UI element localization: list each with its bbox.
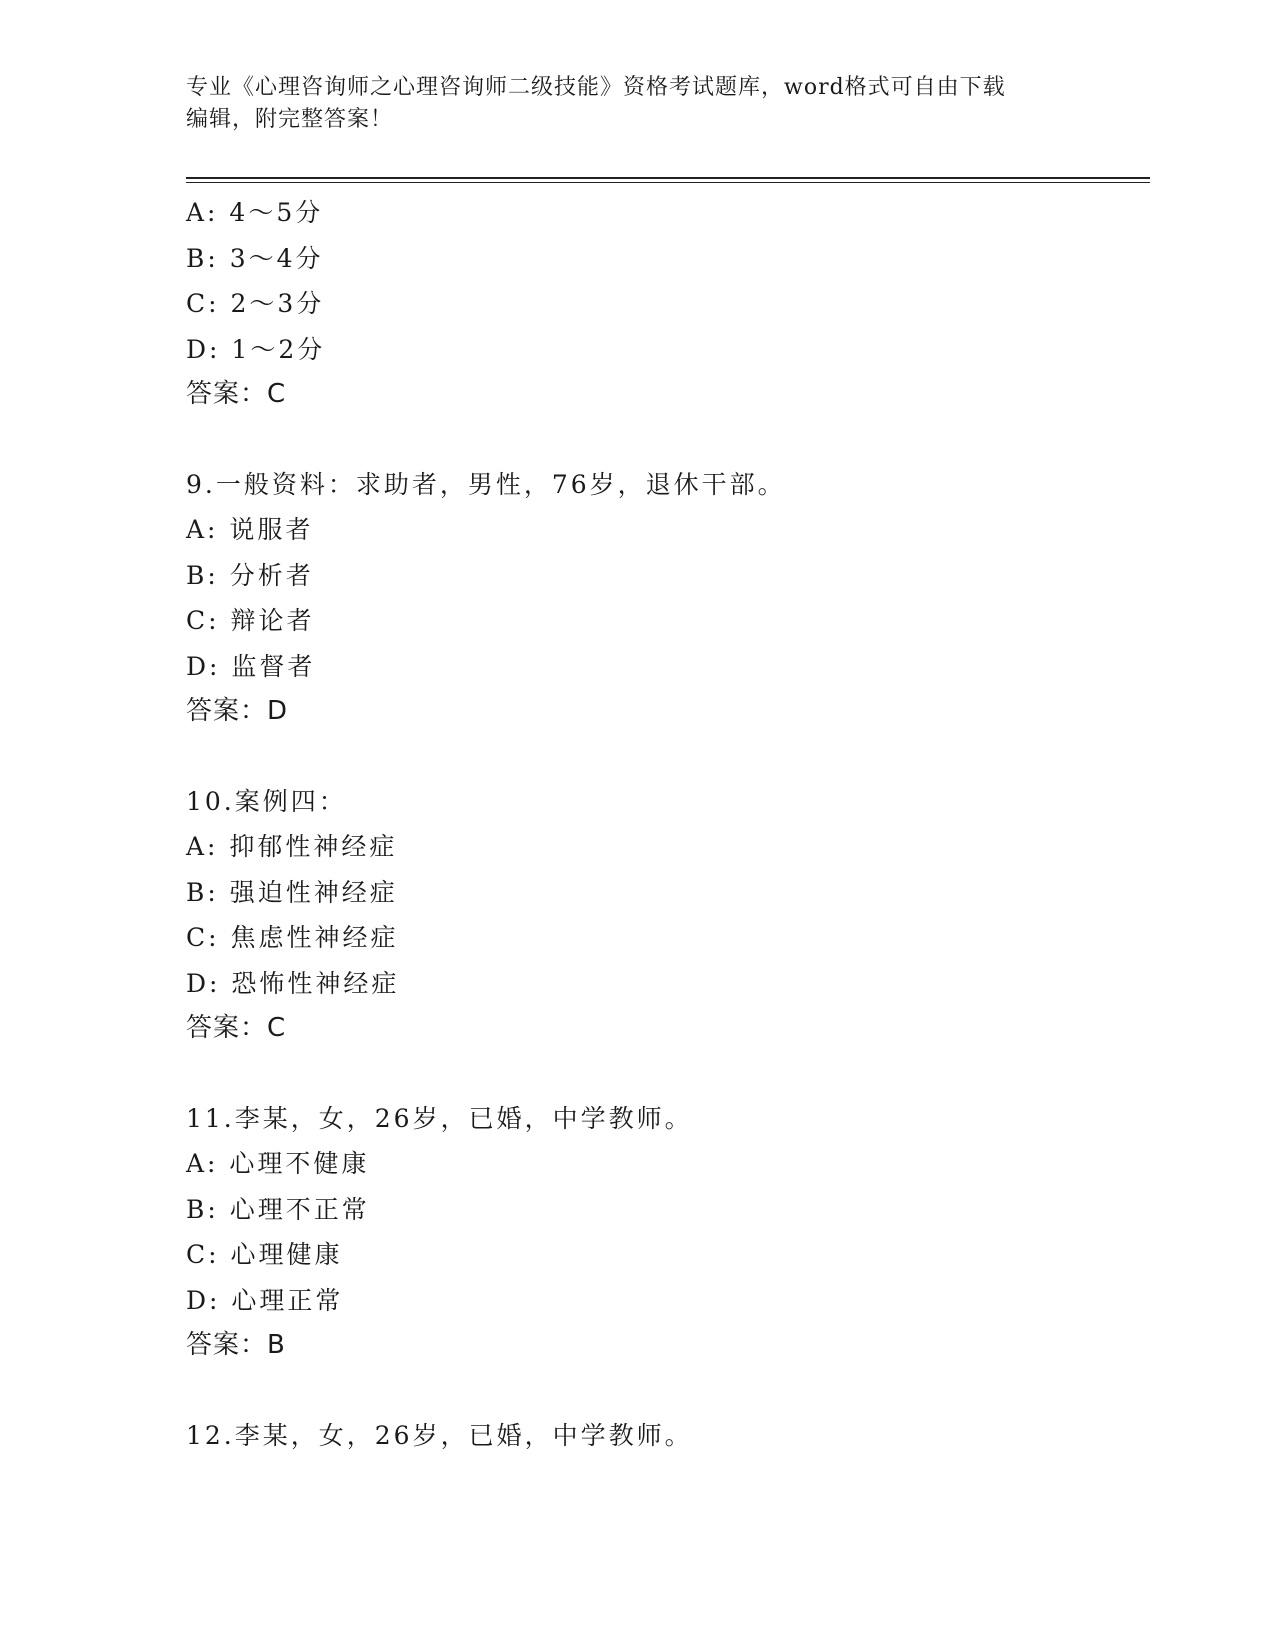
option-d: D: 1～2分 <box>186 334 326 364</box>
option-d: D: 恐怖性神经症 <box>186 968 400 998</box>
option-b: B: 心理不正常 <box>186 1194 370 1224</box>
question-text: 11.李某，女，26岁，已婚，中学教师。 <box>186 1103 693 1133</box>
option-b: B: 3～4分 <box>186 243 324 273</box>
answer-line: 答案：C <box>186 379 287 409</box>
option-c: C: 2～3分 <box>186 289 325 318</box>
option-b: B: 分析者 <box>186 560 314 590</box>
header-divider-thick <box>186 177 1150 179</box>
answer-line: 答案：D <box>186 696 289 726</box>
question-block-8 <box>186 190 1150 418</box>
question-block-11 <box>186 1096 1150 1369</box>
option-c: C: 辩论者 <box>186 606 315 635</box>
answer-line: 答案：C <box>186 1013 287 1043</box>
option-c: C: 焦虑性神经症 <box>186 923 399 952</box>
option-b: B: 强迫性神经症 <box>186 877 398 907</box>
question-text: 10.案例四： <box>186 786 347 816</box>
question-text: 9.一般资料：求助者，男性，76岁，退休干部。 <box>186 469 786 499</box>
option-a: A: 抑郁性神经症 <box>186 832 398 861</box>
header-line-1: 专业《心理咨询师之心理咨询师二级技能》资格考试题库，word格式可自由下载 <box>186 75 1006 100</box>
header-divider-thin <box>186 182 1150 183</box>
answer-line: 答案：B <box>186 1330 286 1360</box>
option-a: A: 说服者 <box>186 515 314 544</box>
option-c: C: 心理健康 <box>186 1240 343 1269</box>
option-d: D: 监督者 <box>186 651 316 681</box>
question-block-12 <box>186 1413 1150 1459</box>
question-list <box>186 190 1150 1458</box>
question-block-9 <box>186 462 1150 735</box>
option-d: D: 心理正常 <box>186 1285 344 1315</box>
question-text: 12.李某，女，26岁，已婚，中学教师。 <box>186 1420 693 1450</box>
option-a: A: 心理不健康 <box>186 1149 370 1178</box>
option-a: A: 4～5分 <box>186 198 324 227</box>
document-header <box>186 72 1066 136</box>
question-block-10 <box>186 779 1150 1052</box>
header-line-2: 编辑，附完整答案！ <box>186 107 394 132</box>
